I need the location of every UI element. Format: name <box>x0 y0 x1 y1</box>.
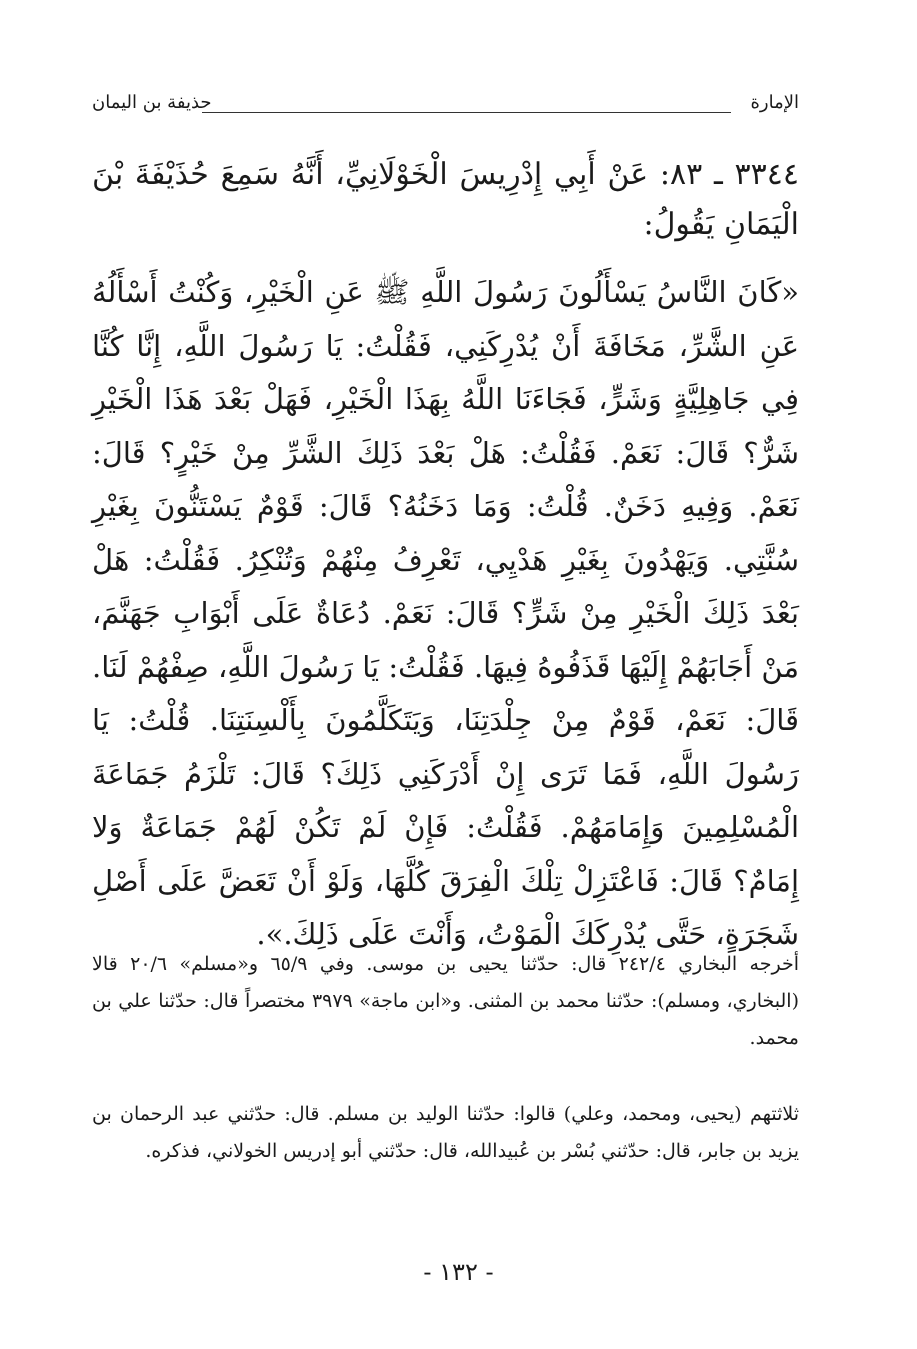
companion-name: حذيفة بن اليمان <box>92 92 212 113</box>
header-rule <box>202 112 731 113</box>
hadith-heading: ٣٣٤٤ ـ ٨٣: عَنْ أَبِي إِدْرِيسَ الْخَوْلَانِيِّ، أَنَّهُ سَمِعَ حُذَيْفَةَ بْنَ الْيَمَانِ يَقُولُ: <box>92 157 799 242</box>
hadith-text: «كَانَ النَّاسُ يَسْأَلُونَ رَسُولَ اللَّهِ ﷺ عَنِ الْخَيْرِ، وَكُنْتُ أَسْأَلُهُ عَنِ الشَّرِّ، مَخَافَةَ أَنْ يُدْرِكَنِي، فَقُلْتُ: يَا رَسُولَ اللَّهِ، إِنَّا كُنَّا فِي جَاهِلِيَّةٍ وَشَرٍّ، فَجَاءَنَا اللَّهُ بِهَذَا الْخَيْرِ، فَهَلْ بَعْدَ هَذَا الْخَيْرِ شَرٌّ؟ قَالَ: نَعَمْ. فَقُلْتُ: هَلْ بَعْدَ ذَلِكَ الشَّرِّ مِنْ خَيْرٍ؟ قَالَ: نَعَمْ. وَفِيهِ دَخَنٌ. قُلْتُ: وَمَا دَخَنُهُ؟ قَالَ: قَوْمٌ يَسْتَنُّونَ بِغَيْرِ سُنَّتِي. وَيَهْدُونَ بِغَيْرِ هَدْيِي، تَعْرِفُ مِنْهُمْ وَتُنْكِرُ. فَقُلْتُ: هَلْ بَعْدَ ذَلِكَ الْخَيْرِ مِنْ شَرٍّ؟ قَالَ: نَعَمْ. دُعَاةٌ عَلَى أَبْوَابِ جَهَنَّمَ، مَنْ أَجَابَهُمْ إِلَيْهَا قَذَفُوهُ فِيهَا. فَقُلْتُ: يَا رَسُولَ اللَّهِ، صِفْهُمْ لَنَا. قَالَ: نَعَمْ، قَوْمٌ مِنْ جِلْدَتِنَا، وَيَتَكَلَّمُونَ بِأَلْسِنَتِنَا. قُلْتُ: يَا رَسُولَ اللَّهِ، فَمَا تَرَى إِنْ أَدْرَكَنِي ذَلِكَ؟ قَالَ: تَلْزَمُ جَمَاعَةَ الْمُسْلِمِينَ وَإِمَامَهُمْ. فَقُلْتُ: فَإِنْ لَمْ تَكُنْ لَهُمْ جَمَاعَةٌ وَلا إِمَامٌ؟ قَالَ: فَاعْتَزِلْ تِلْكَ الْفِرَقَ كُلَّهَا، وَلَوْ أَنْ تَعَضَّ عَلَى أَصْلِ شَجَرَةٍ، حَتَّى يُدْرِكَكَ الْمَوْتُ، وَأَنْتَ عَلَى ذَلِكَ.». <box>91 275 799 951</box>
page-number: - ١٣٢ - <box>423 1258 494 1286</box>
footnote-takhrij: أخرجه البخاري ٢٤٢/٤ قال: حدّثنا يحيى بن موسى. وفي ٦٥/٩ و«مسلم» ٢٠/٦ قالا (البخاري، ومسلم): حدّثنا محمد بن المثنى. و«ابن ماجة» ٣٩٧٩ مختصراً قال: حدّثنا علي بن محمد. <box>92 953 799 1049</box>
chapter-title: الإمارة <box>750 92 799 113</box>
footnote-isnad: ثلاثتهم (يحيى، ومحمد، وعلي) قالوا: حدّثنا الوليد بن مسلم. قال: حدّثني عبد الرحمان بن يزيد بن جابر، قال: حدّثني بُسْر بن عُبيدالله، قال: حدّثني أبو إدريس الخولاني، فذكره. <box>92 1103 799 1162</box>
running-header <box>92 88 799 128</box>
